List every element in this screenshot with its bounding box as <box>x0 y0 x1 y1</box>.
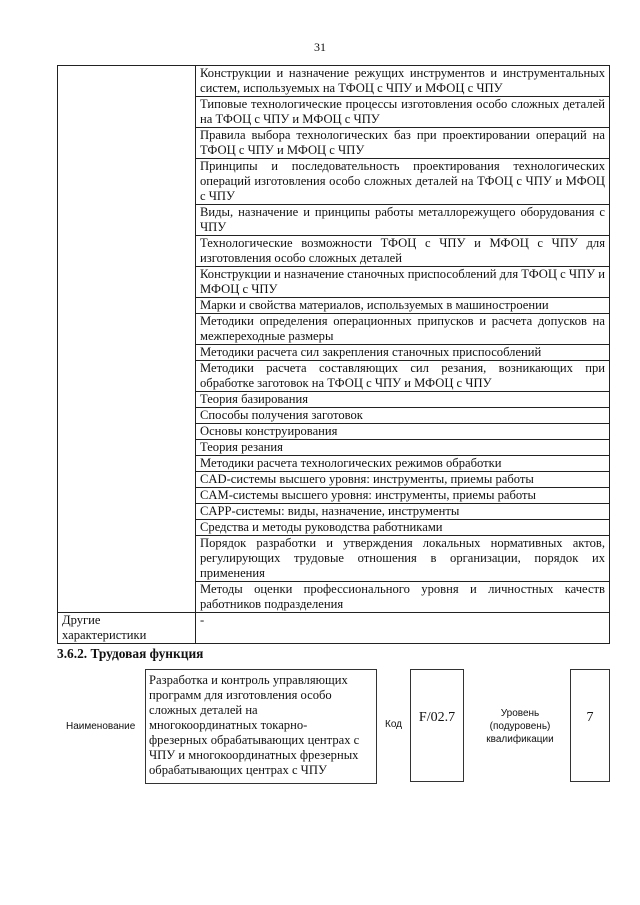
empty-label-cell <box>58 66 196 613</box>
knowledge-item: Принципы и последовательность проектирования технологических операций изготовления особо сложных деталей на ТФОЦ с ЧПУ и МФОЦ с ЧПУ <box>196 159 610 205</box>
code-value-box <box>410 669 464 782</box>
level-label-line: квалификации <box>486 734 554 745</box>
knowledge-item: Порядок разработки и утверждения локальных нормативных актов, регулирующих трудовые отношения в организации, порядок их применения <box>196 536 610 582</box>
other-characteristics-label-line: характеристики <box>62 628 147 642</box>
knowledge-item: CAM-системы высшего уровня: инструменты, приемы работы <box>196 488 610 504</box>
knowledge-item: CAPP-системы: виды, назначение, инструменты <box>196 504 610 520</box>
knowledge-item: Технологические возможности ТФОЦ с ЧПУ и МФОЦ с ЧПУ для изготовления особо сложных деталей <box>196 236 610 267</box>
table-row-other-characteristics <box>58 613 610 644</box>
name-label: Наименование <box>66 721 136 732</box>
level-label-line: Уровень <box>500 708 540 719</box>
knowledge-item: Типовые технологические процессы изготовления особо сложных деталей на ТФОЦ с ЧПУ и МФОЦ с ЧПУ <box>196 97 610 128</box>
other-characteristics-label-line: Другие <box>62 613 101 627</box>
code-label: Код <box>385 719 403 730</box>
function-name-box <box>145 669 377 784</box>
page-number: 31 <box>314 40 326 54</box>
other-characteristics-value: - <box>196 613 610 644</box>
knowledge-table <box>57 65 610 644</box>
knowledge-item: Теория резания <box>196 440 610 456</box>
knowledge-item: Теория базирования <box>196 392 610 408</box>
function-name-line: обрабатывающих центрах с ЧПУ <box>149 763 327 777</box>
qualification-level-label <box>478 707 562 746</box>
function-name-line: фрезерных обрабатывающих центрах с <box>149 733 360 747</box>
knowledge-item: Правила выбора технологических баз при проектировании операций на ТФОЦ с ЧПУ и МФОЦ с ЧПУ <box>196 128 610 159</box>
function-name-line: сложных деталей на <box>149 703 258 717</box>
code-value: F/02.7 <box>418 710 456 725</box>
knowledge-item: Конструкции и назначение режущих инструментов и инструментальных систем, используемых на ТФОЦ с ЧПУ и МФОЦ с ЧПУ <box>196 66 610 97</box>
knowledge-item: Конструкции и назначение станочных приспособлений для ТФОЦ с ЧПУ и МФОЦ с ЧПУ <box>196 267 610 298</box>
knowledge-item: Виды, назначение и принципы работы металлорежущего оборудования с ЧПУ <box>196 205 610 236</box>
qualification-level-value: 7 <box>586 710 594 725</box>
knowledge-item: Методики определения операционных припусков и расчета допусков на межпереходные размеры <box>196 314 610 345</box>
function-name-line: ЧПУ и многокоординатных фрезерных <box>149 748 359 762</box>
knowledge-item: Методики расчета сил закрепления станочных приспособлений <box>196 345 610 361</box>
knowledge-item: Основы конструирования <box>196 424 610 440</box>
qualification-level-box <box>570 669 610 782</box>
knowledge-item: Методы оценки профессионального уровня и личностных качеств работников подразделения <box>196 582 610 613</box>
knowledge-item: Методики расчета составляющих сил резания, возникающих при обработке заготовок на ТФОЦ с ЧПУ и МФОЦ с ЧПУ <box>196 361 610 392</box>
level-label-line: (подуровень) <box>489 721 551 732</box>
knowledge-item: Способы получения заготовок <box>196 408 610 424</box>
function-name-line: Разработка и контроль управляющих <box>149 673 348 687</box>
table-row <box>58 66 610 97</box>
knowledge-item: Марки и свойства материалов, используемых в машиностроении <box>196 298 610 314</box>
knowledge-item: Средства и методы руководства работниками <box>196 520 610 536</box>
function-name-line: программ для изготовления особо <box>149 688 332 702</box>
knowledge-item: CAD-системы высшего уровня: инструменты, приемы работы <box>196 472 610 488</box>
knowledge-item: Методики расчета технологических режимов обработки <box>196 456 610 472</box>
section-title: 3.6.2. Трудовая функция <box>57 646 204 661</box>
other-characteristics-label <box>58 613 196 644</box>
function-name-line: многокоординатных токарно- <box>149 718 308 732</box>
